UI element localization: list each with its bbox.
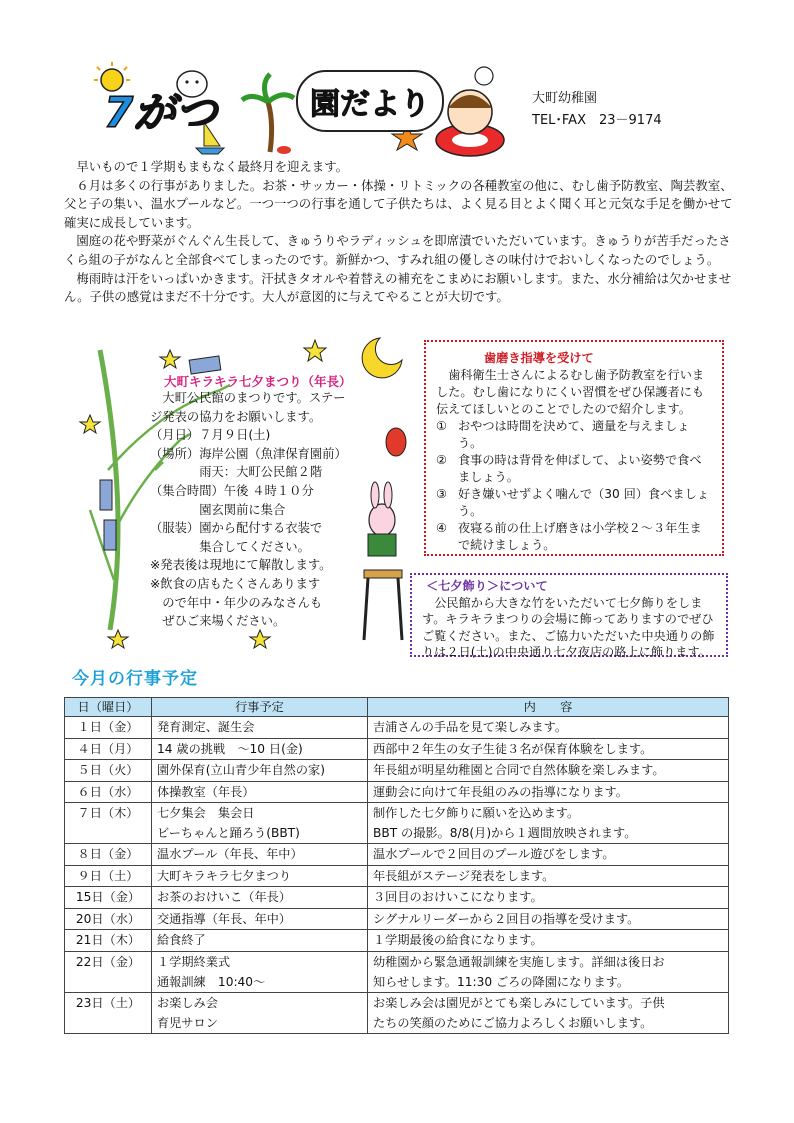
content-line: １学期最後の給食になります。	[373, 933, 543, 947]
event-details	[150, 389, 380, 631]
cell-content	[368, 781, 729, 803]
cell-event	[152, 717, 368, 739]
event-line: ビーちゃんと踊ろう(BBT)	[157, 826, 300, 840]
event-line: 発育測定、誕生会	[157, 720, 255, 734]
star-icon	[80, 415, 100, 433]
table-row	[65, 865, 729, 887]
content-line: ３回目のおけいこになります。	[373, 890, 543, 904]
cell-day: ５日（火）	[65, 760, 152, 782]
school-info	[532, 88, 662, 132]
cell-day: 22日（金）	[65, 951, 152, 992]
cell-event	[152, 951, 368, 992]
event-line: 園外保育(立山青少年自然の家)	[157, 763, 325, 777]
tanabata-note-box	[410, 573, 728, 657]
cell-event	[152, 844, 368, 866]
event-line: 大町公民館のまつりです。ステー	[150, 391, 346, 405]
tanabata-note-text: 公民館から大きな竹をいただいて七夕飾りをします。キラキラまつりの会場に飾ってありますのでぜひご覧ください。また、ご協力いただいた中央通りの飾りは２日(土)の中央通り七夕夜店の路上に飾ります。	[422, 595, 715, 659]
content-line: BBT の撮影。8/8(月)から１週間放映されます。	[373, 826, 637, 840]
cell-content	[368, 760, 729, 782]
cell-day: ８日（金）	[65, 844, 152, 866]
table-row	[65, 992, 729, 1033]
dental-note-item	[436, 418, 712, 452]
cell-day: 20日（水）	[65, 908, 152, 930]
table-row	[65, 908, 729, 930]
item-number: ④	[436, 521, 447, 535]
content-line: 年長組がステージ発表をします。	[373, 868, 555, 883]
star-icon	[160, 350, 180, 368]
schedule-title: 今月の行事予定	[72, 669, 198, 689]
intro-text	[64, 158, 740, 307]
item-text: 好き嫌いせずよく噛んで（30 回）食べましょう。	[458, 487, 709, 518]
dental-note-item	[436, 486, 712, 520]
event-line: お茶のおけいこ（年長）	[157, 890, 292, 904]
cell-event	[152, 738, 368, 760]
cell-content	[368, 738, 729, 760]
dental-note-item	[436, 520, 712, 554]
column-header: 内 容	[368, 698, 729, 717]
cell-content	[368, 844, 729, 866]
event-line: （服装）園から配付する衣装で	[150, 521, 323, 536]
month-logo-text: 7がつ	[104, 88, 218, 137]
column-header: 行事予定	[152, 698, 368, 717]
table-row	[65, 738, 729, 760]
cell-event	[152, 887, 368, 909]
item-text: おやつは時間を決めて、適量を与えましょう。	[458, 419, 690, 450]
palm-tree-icon	[242, 74, 294, 152]
cell-content	[368, 803, 729, 844]
cell-content	[368, 865, 729, 887]
event-line: 14 歳の挑戦 ～10 日(金)	[157, 741, 303, 756]
star-icon	[108, 630, 128, 648]
school-name: 大町幼稚園	[532, 91, 598, 106]
intro-paragraph: 園庭の花や野菜がぐんぐん生長して、きゅうりやラディッシュを即席漬でいただいています。きゅうりが苦手だったさくら組の子がなんと全部食べてしまったのです。新鮮かつ、すみれ組の優しさの味付けでおいしくなったのでしょう。	[64, 233, 731, 267]
table-row	[65, 930, 729, 952]
event-line: 通報訓練 10:40～	[157, 974, 266, 989]
content-line: 制作した七夕飾りに願いを込めます。	[373, 806, 580, 820]
intro-paragraph: ６月は多くの行事がありました。お茶・サッカー・体操・リトミックの各種教室の他に、むし歯予防教室、陶芸教室、父と子の集い、温水プールなど。一つ一つの行事を通して子供たちは、よく見る目とよく聞く耳と元気な手足を働かせて確実に成長しています。	[64, 177, 733, 230]
content-line: 運動会に向けて年長組のみの指導になります。	[373, 784, 628, 799]
event-line: 給食終了	[157, 933, 206, 947]
event-title: 大町キラキラ七夕まつり（年長）	[164, 374, 352, 389]
event-line: 雨天：大町公民館２階	[150, 465, 323, 480]
event-line: 温水プール（年長、年中）	[157, 847, 303, 861]
event-line: 集合してください。	[150, 539, 310, 554]
cell-event	[152, 781, 368, 803]
table-row	[65, 781, 729, 803]
crab-icon	[277, 146, 291, 154]
cell-event	[152, 865, 368, 887]
star-icon	[250, 630, 270, 648]
event-line: （場所）海岸公園（魚津保育園前）	[150, 446, 347, 461]
moon-icon	[362, 338, 402, 378]
tanzaku-icon	[104, 520, 116, 550]
tanabata-note-title: ＜七夕飾り＞について	[426, 579, 548, 593]
cell-day: １日（金）	[65, 717, 152, 739]
tanzaku-icon	[100, 480, 112, 510]
cell-day: ７日（木）	[65, 803, 152, 844]
cell-day: ４日（月）	[65, 738, 152, 760]
schedule-table-body	[65, 717, 729, 1034]
cell-event	[152, 992, 368, 1033]
table-row	[65, 760, 729, 782]
event-line: お楽しみ会	[157, 995, 218, 1010]
event-line: ジ発表の協力をお願いします。	[150, 409, 322, 424]
lantern-icon	[386, 428, 406, 456]
cell-day: 21日（木）	[65, 930, 152, 952]
event-line: ※発表後は現地にて解散します。	[150, 558, 332, 573]
cell-event	[152, 760, 368, 782]
item-number: ②	[436, 453, 447, 467]
table-row	[65, 844, 729, 866]
event-line: ぜひご来場ください。	[150, 614, 286, 629]
cell-day: ６日（水）	[65, 781, 152, 803]
cell-content	[368, 930, 729, 952]
event-line: 体操教室（年長）	[157, 784, 255, 799]
cell-event	[152, 803, 368, 844]
intro-paragraph: 早いもので１学期もまもなく最終月を迎えます。	[76, 159, 348, 174]
cell-event	[152, 908, 368, 930]
content-line: 年長組が明星幼稚園と合同で自然体験を楽しみます。	[373, 763, 665, 777]
event-line: （月日）７月９日(土)	[150, 428, 271, 443]
event-line: 育児サロン	[157, 1015, 218, 1030]
table-row	[65, 887, 729, 909]
cell-event	[152, 930, 368, 952]
event-line: １学期終業式	[157, 954, 231, 969]
month-logo	[104, 80, 217, 140]
table-row	[65, 951, 729, 992]
content-line: 吉浦さんの手品を見て楽しみます。	[373, 720, 568, 734]
cell-day: 23日（土）	[65, 992, 152, 1033]
item-number: ①	[436, 419, 447, 433]
dental-note-box	[424, 340, 724, 556]
column-header: 日（曜日）	[65, 698, 152, 717]
event-line: ので年中・年少のみなさんも	[150, 595, 323, 610]
event-line: 大町キラキラ七夕まつり	[157, 868, 292, 883]
item-text: 夜寝る前の仕上げ磨きは小学校２～３年生まで続けましょう。	[458, 521, 702, 552]
content-line: 温水プールで２回目のプール遊びをします。	[373, 847, 615, 861]
title-logo-text: 園だより	[310, 87, 430, 122]
dental-note-title: 歯磨き指導を受けて	[484, 351, 594, 365]
content-line: 西部中２年生の女子生徒３名が保育体験をします。	[373, 741, 653, 756]
content-line: たちの笑顔のためにご協力よろしくお願いします。	[373, 1015, 653, 1030]
cell-day: 15日（金）	[65, 887, 152, 909]
cell-content	[368, 951, 729, 992]
content-line: シグナルリーダーから２回目の指導を受けます。	[373, 911, 640, 926]
item-text: 食事の時は背骨を伸ばして、よい姿勢で食べましょう。	[458, 453, 702, 484]
content-line: 知らせします。11:30 ごろの降園になります。	[373, 974, 630, 989]
child-in-float-icon	[436, 67, 504, 156]
content-line: 幼稚園から緊急通報訓練を実施します。詳細は後日お	[373, 954, 665, 969]
school-contact: TEL･FAX 23－9174	[532, 113, 662, 128]
dental-note-item	[436, 452, 712, 486]
title-logo	[296, 70, 444, 132]
table-header-row	[65, 698, 729, 717]
dental-note-lead: 歯科衛生士さんによるむし歯予防教室を行いました。むし歯になりにくい習慣をぜひ保護者にも伝えてほしいとのことでしたので紹介します。	[436, 368, 705, 416]
content-line: お楽しみ会は園児がとても楽しみにしています。子供	[373, 995, 665, 1010]
item-number: ③	[436, 487, 447, 501]
cell-content	[368, 908, 729, 930]
intro-paragraph: 梅雨時は汗をいっぱいかきます。汗拭きタオルや着替えの補充をこまめにお願いします。また、水分補給は欠かせません。子供の感覚はまだ不十分です。大人が意図的に与えてやることが大切です。	[64, 270, 732, 305]
cell-day: ９日（土）	[65, 865, 152, 887]
event-line: 交通指導（年長、年中）	[157, 911, 292, 926]
event-line: ※飲食の店もたくさんあります	[150, 576, 321, 591]
cell-content	[368, 992, 729, 1033]
table-row	[65, 717, 729, 739]
star-icon	[304, 340, 326, 361]
event-line: 園玄関前に集合	[150, 502, 286, 517]
table-row	[65, 803, 729, 844]
cell-content	[368, 717, 729, 739]
schedule-table	[64, 697, 729, 1034]
event-line: （集合時間）午後 ４時１０分	[150, 483, 314, 498]
cell-content	[368, 887, 729, 909]
event-line: 七夕集会 集会日	[157, 806, 255, 820]
